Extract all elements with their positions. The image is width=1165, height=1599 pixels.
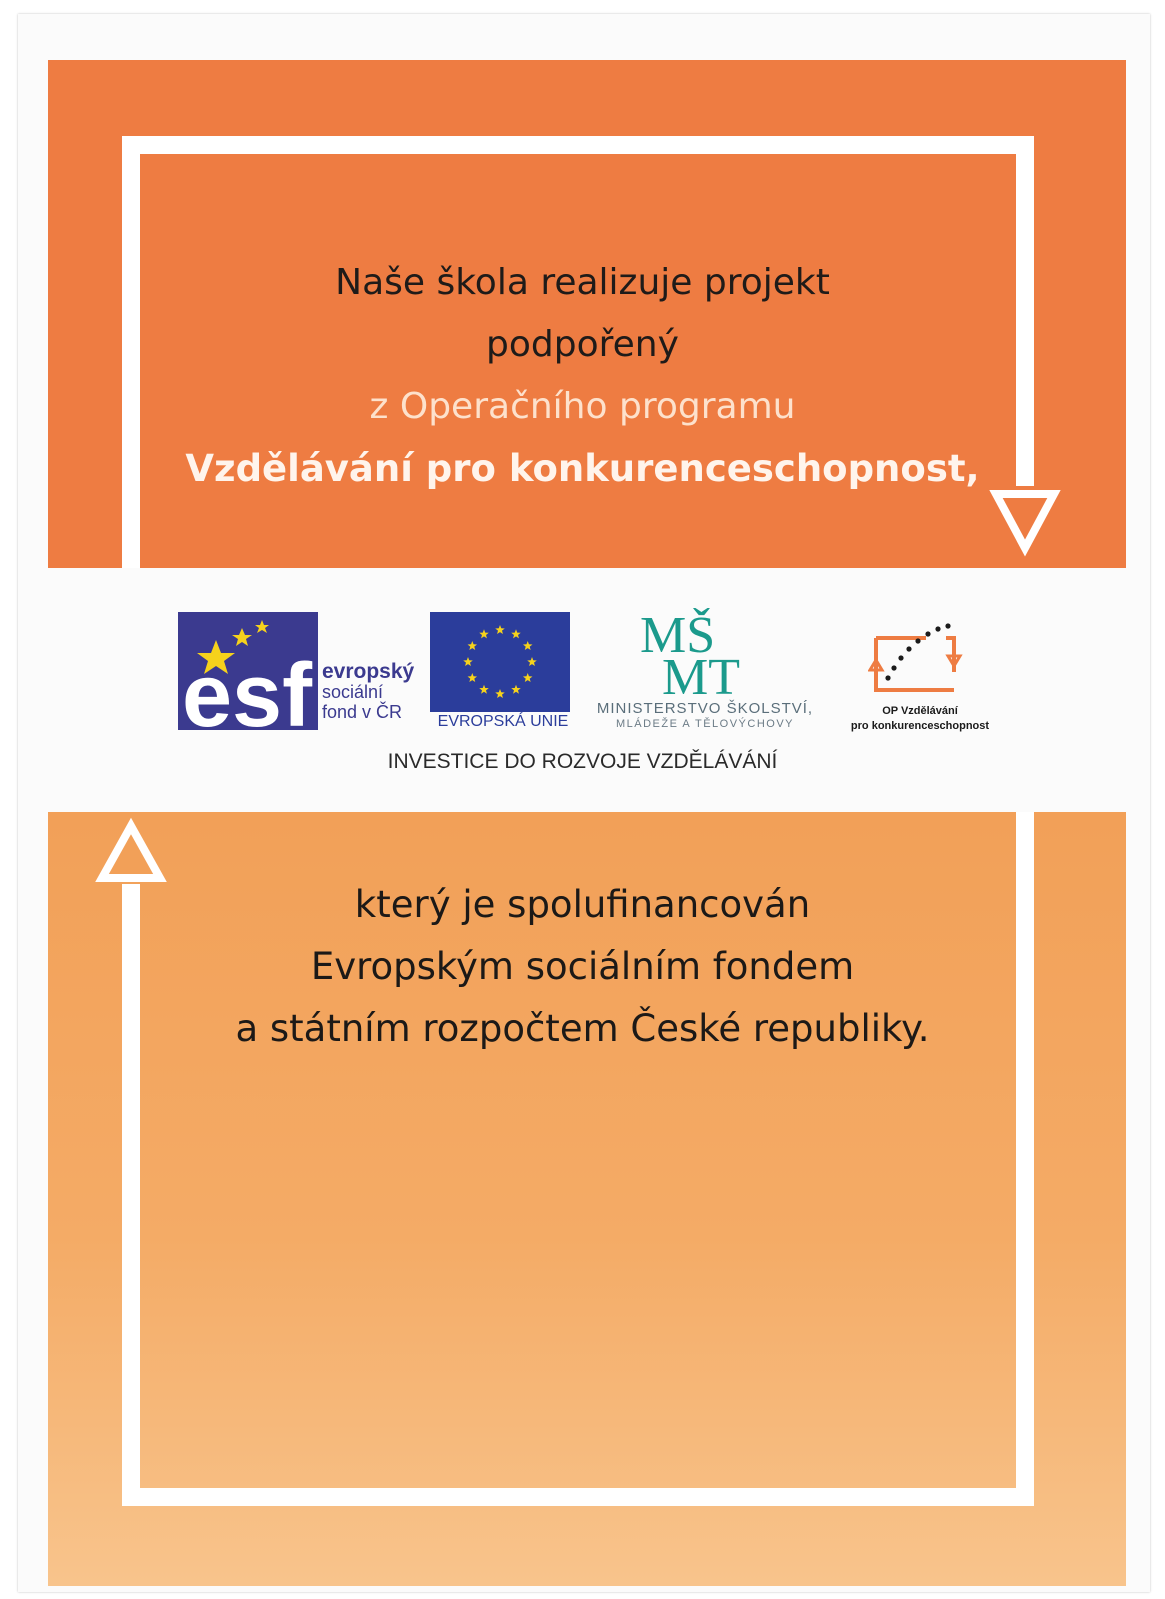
body-line-1: který je spolufinancován — [354, 883, 811, 926]
esf-caption-line-3: fond v ČR — [322, 702, 403, 722]
op-label-line-1: OP Vzdělávání — [882, 705, 958, 717]
op-label — [835, 704, 1005, 734]
esf-caption — [322, 662, 414, 722]
esf-caption-line-2: sociální — [322, 682, 384, 702]
up-arrow-icon — [102, 826, 160, 878]
headline-line-4: Vzdělávání pro konkurenceschopnost, — [185, 447, 980, 490]
eu-star-icon — [511, 629, 521, 638]
msmt-monogram-bottom: MT — [662, 649, 740, 698]
eu-star-icon — [468, 673, 478, 682]
msmt-logo — [640, 608, 770, 698]
investice-tagline: INVESTICE DO ROZVOJE VZDĚLÁVÁNÍ — [387, 750, 778, 773]
eu-label: EVROPSKÁ UNIE — [437, 713, 569, 730]
eu-star-icon — [511, 685, 521, 694]
eu-star-icon — [479, 685, 489, 694]
msmt-monogram-top: MŠ — [640, 608, 716, 664]
esf-mark: esf — [182, 646, 313, 730]
eu-stars-icon — [430, 612, 570, 712]
body-line-2: Evropským sociálním fondem — [310, 945, 855, 988]
eu-star-icon — [523, 641, 533, 650]
esf-caption-line-1: evropský — [322, 660, 415, 683]
msmt-name-line-2: MLÁDEŽE A TĚLOVÝCHOVY — [615, 718, 794, 730]
down-arrow-icon — [996, 494, 1054, 548]
eu-star-icon — [495, 689, 505, 698]
headline-line-3: z Operačního programu — [369, 386, 796, 427]
eu-star-icon — [527, 657, 537, 666]
eu-star-icon — [495, 625, 505, 634]
eu-star-icon — [468, 641, 478, 650]
eu-star-icon — [479, 629, 489, 638]
op-logo — [868, 612, 968, 700]
headline-line-2: podpořený — [486, 324, 679, 365]
body-line-3: a státním rozpočtem České republiky. — [235, 1007, 930, 1050]
op-label-line-2: pro konkurenceschopnost — [850, 720, 990, 732]
eu-star-icon — [523, 673, 533, 682]
eu-star-icon — [463, 657, 473, 666]
eu-flag-logo — [430, 612, 570, 712]
op-dots-icon — [885, 623, 950, 680]
msmt-name-line-1: MINISTERSTVO ŠKOLSTVÍ, — [596, 700, 814, 717]
headline-line-1: Naše škola realizuje projekt — [335, 262, 830, 303]
